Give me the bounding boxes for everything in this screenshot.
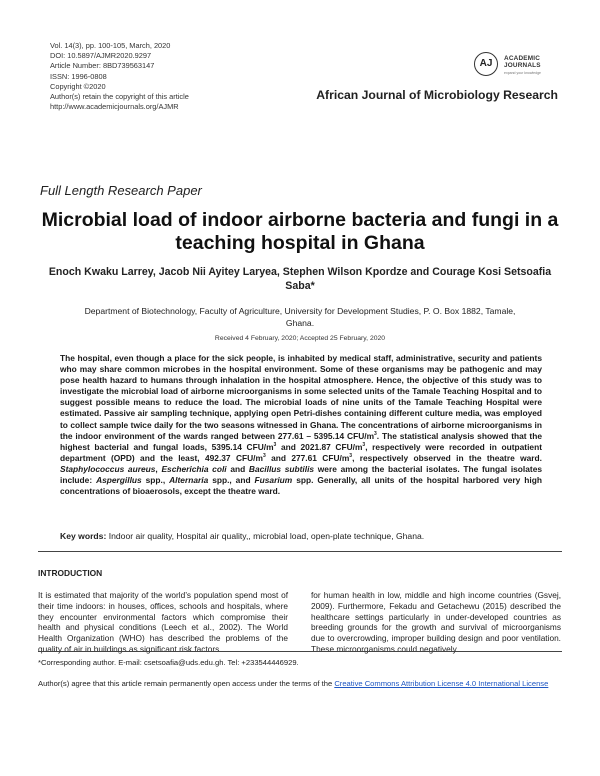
superscript: 3 [273, 441, 277, 448]
meta-rights: Author(s) retain the copyright of this article [50, 92, 189, 102]
abstract-text: The hospital, even though a place for the sick people, is inhabited by medical staff, administrative, security and patients who may share common microbes in the hospital environment. Some of these organisms may be pathogenic and may pose health hazard to humans through inhalation in the hospital atmosphere. Hence, the objective of this study was to investigate the microbial load of airborne microorganisms in some selected units of the Tamale Teaching Hospital and to suggest possible means to reduce the load. The microbial loads of nine units of the Tamale Teaching Hospital were estimated. Passive air sampling technique, applying open Petri-dishes containing different culture media, was employed to collect sample twice daily for the two seasons witnessed in Ghana. The concentrations of airborne microorganisms in the indoor environment of the wards ranged between 277.61 – 5395.14 CFU/m [60, 353, 542, 441]
license-text: Author(s) agree that this article remain permanently open access under the terms of the [38, 679, 335, 688]
abstract-text: , [155, 463, 162, 474]
aj-logo-icon: AJ [474, 52, 498, 76]
corresponding-author-note: *Corresponding author. E-mail: csetsoafia@uds.edu.gh. Tel: +233544446929. [38, 658, 299, 667]
superscript: 3 [362, 441, 366, 448]
abstract [60, 353, 542, 497]
section-heading-introduction: INTRODUCTION [38, 568, 103, 578]
body-column-left: It is estimated that majority of the world’s population spend most of their time indoors: in houses, offices, schools and hospitals, where they encounter environmental factors which compromise their health and physical conditions (Leech et al., 2002). The World Health Organization (WHO) has described the problems of the quality of air in buildings as significant risk factors [38, 590, 288, 654]
keywords-label: Key words: [60, 531, 107, 541]
abstract-text: spp. Generally, all units of the hospital harbored very high concentrations of bioaerosols, except the theatre ward. [60, 475, 542, 497]
superscript: 3 [262, 453, 266, 460]
abstract-text: spp., and [208, 475, 255, 486]
article-metadata [50, 41, 189, 112]
organism-name: Fusarium [254, 475, 293, 486]
abstract-text: . The statistical analysis showed that the highest bacterial and fungal loads, 5395.14 CFU/m [60, 430, 542, 452]
author-affiliation: Department of Biotechnology, Faculty of Agriculture, University for Development Studies, P. O. Box 1882, Tamale, Ghana. [84, 306, 516, 328]
abstract-text: spp., [141, 475, 170, 486]
superscript: 3 [349, 453, 353, 460]
abstract-text: were among the bacterial isolates. The fungal isolates include: [60, 463, 543, 486]
organism-name: Alternaria [169, 475, 209, 486]
abstract-text: , respectively observed in the theatre ward. [352, 452, 542, 463]
organism-name: Escherichia coli [161, 463, 227, 474]
license-link[interactable]: Creative Commons Attribution License 4.0 International License [334, 679, 549, 688]
section-divider [38, 551, 562, 552]
publisher-tagline: expand your knowledge [504, 71, 541, 75]
journal-name: African Journal of Microbiology Research [316, 88, 558, 102]
meta-article-number: Article Number: 8BD739563147 [50, 61, 155, 71]
abstract-text: and 277.61 CFU/m [265, 452, 350, 463]
meta-issn: ISSN: 1996-0808 [50, 71, 107, 81]
abstract-text: and 2021.87 CFU/m [276, 441, 363, 452]
meta-doi: DOI: 10.5897/AJMR2020.9297 [50, 51, 152, 61]
abstract-text: and [226, 463, 249, 474]
body-column-right: for human health in low, middle and high income countries (Gsvej, 2009). Furthermore, Fekadu and Getachewu (2015) described the healthcare settings particularly in under-developed countries as breeding grounds for the growth and survival of microorganisms due to overcrowding, improper building design and poor ventilation. These microorganisms could negatively [311, 590, 561, 654]
article-type: Full Length Research Paper [40, 183, 202, 198]
license-note [38, 678, 566, 689]
meta-volume: Vol. 14(3), pp. 100-105, March, 2020 [50, 41, 171, 50]
publisher-name [504, 55, 541, 69]
meta-copyright: Copyright ©2020 [50, 81, 106, 91]
keywords [60, 531, 550, 541]
article-title: Microbial load of indoor airborne bacteria and fungi in a teaching hospital in Ghana [41, 209, 559, 254]
organism-name: Bacillus subtilis [248, 463, 315, 474]
organism-name: Aspergillus [96, 475, 142, 486]
publisher-logo [474, 52, 564, 82]
keywords-text: Indoor air quality, Hospital air quality,, microbial load, open-plate technique, Ghana. [106, 531, 425, 541]
meta-url[interactable]: http://www.academicjournals.org/AJMR [50, 102, 179, 112]
footnote-divider [38, 651, 562, 652]
publisher-name-line2: JOURNALS [504, 62, 541, 70]
received-accepted-dates: Received 4 February, 2020; Accepted 25 February, 2020 [214, 335, 386, 342]
author-list: Enoch Kwaku Larrey, Jacob Nii Ayitey Laryea, Stephen Wilson Kpordze and Courage Kosi Setsoafia Saba* [48, 266, 552, 292]
organism-name: Staphylococcus aureus [60, 463, 156, 474]
abstract-text: , respectively were recorded in outpatient department (OPD) and the least, 492.37 CFU/m [60, 441, 542, 463]
superscript: 3 [374, 430, 377, 437]
publisher-name-line1: ACADEMIC [504, 55, 541, 62]
